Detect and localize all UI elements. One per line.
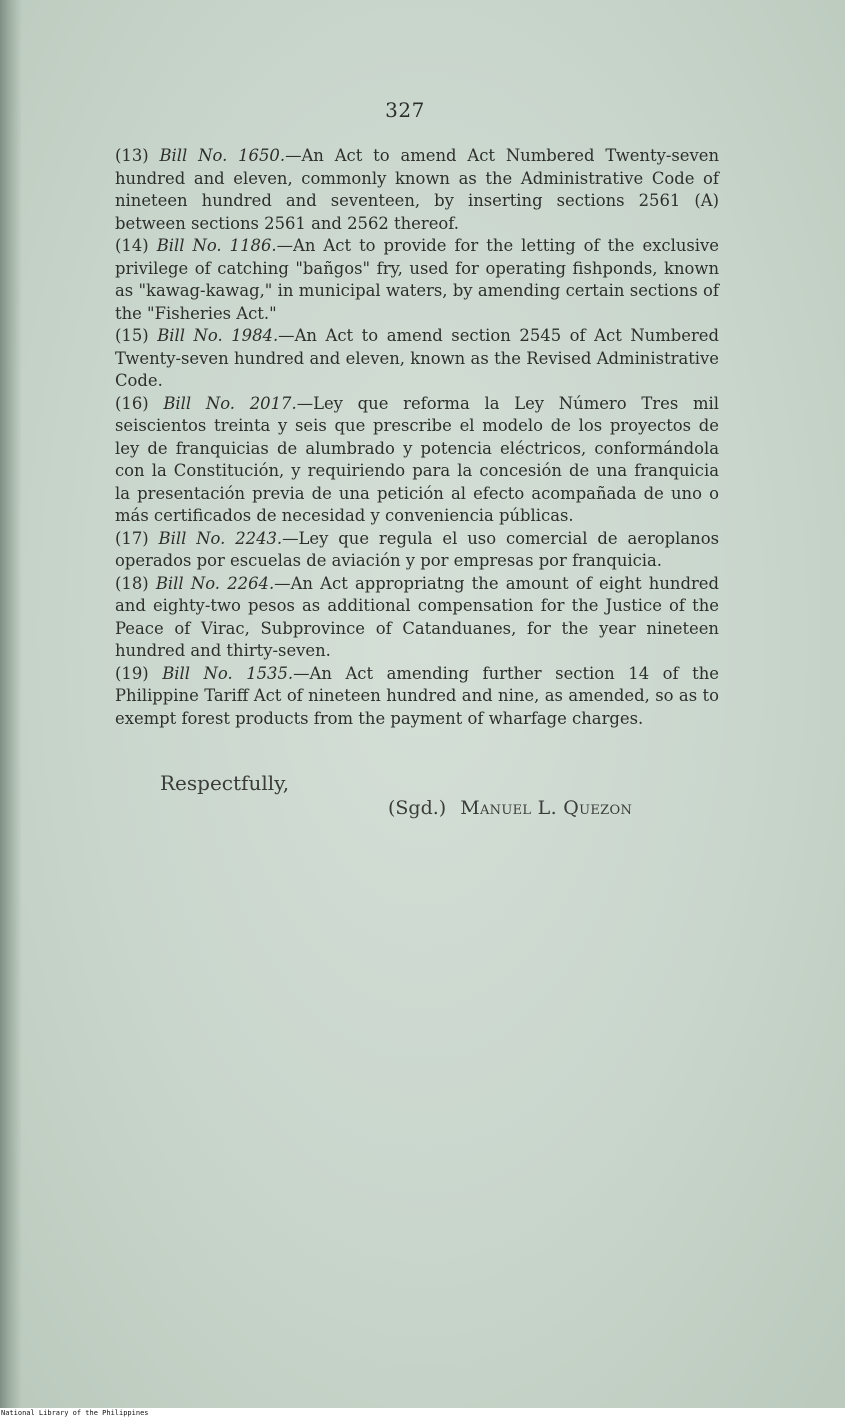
bill-item-15: [115, 325, 719, 393]
bill-item-13: [115, 145, 719, 235]
bill-title: Bill No. 1650.: [159, 146, 286, 165]
bill-description: —An Act amending further section 14 of the Philippine Tariff Act of nineteen hundred and nine, as amended, so as to exempt forest products from the payment of wharfage charges.: [115, 663, 719, 728]
bill-item-number: (19): [115, 663, 149, 683]
bill-title: Bill No. 1535.: [162, 663, 294, 683]
bill-description: —An Act to amend section 2545 of Act Numbered Twenty-seven hundred and eleven, known as the Revised Administrative Code.: [115, 326, 719, 390]
bill-item-number: (14): [115, 236, 149, 255]
bill-description: —An Act appropriatng the amount of eight hundred and eighty-two pesos as additional compensation for the Justice of the Peace of Virac, Subprovince of Catanduanes, for the year nineteen hundred and thirty-seven.: [115, 573, 719, 660]
bill-item-number: (15): [115, 326, 149, 345]
library-credit: National Library of the Philippines: [1, 1409, 149, 1417]
bill-title: Bill No. 2017.: [163, 393, 297, 413]
bill-description: —An Act to amend Act Numbered Twenty-seven hundred and eleven, commonly known as the Administrative Code of nineteen hundred and seventeen, by inserting sections 2561 (A) between sections 2561 and 2562 thereof.: [115, 146, 720, 233]
bill-item-16: [115, 393, 719, 528]
bill-title: Bill No. 2243.: [158, 528, 283, 548]
signature-prefix: (Sgd.): [388, 797, 447, 819]
bill-item-17: [115, 528, 719, 573]
page-number: 327: [385, 98, 425, 122]
bill-item-number: (13): [115, 146, 149, 165]
bill-description: —An Act to provide for the letting of the exclusive privilege of catching "bañgos" fry, used for operating fishponds, known as "kawag-kawag," in municipal waters, by amending certain sections of the "Fisheries Act.": [115, 236, 720, 323]
bill-description: —Ley que reforma la Ley Número Tres mil seiscientos treinta y seis que prescribe el modelo de los proyectos de ley de franquicias de alumbrado y potencia eléctricos, conformándola con la Constitución, y requiriendo para la concesión de una franquicia la presentación previa de una petición al efecto acompañada de uno o más certificados de necesidad y conveniencia públicas.: [115, 393, 719, 525]
bill-description: —Ley que regula el uso comercial de aeroplanos operados por escuelas de aviación y por empresas por franquicia.: [115, 528, 719, 570]
bill-item-number: (18): [115, 573, 149, 593]
signatory-name: Manuel L. Quezon: [460, 797, 633, 819]
page-spine-shadow: [0, 0, 22, 1408]
bill-item-19: [115, 663, 719, 731]
bill-title: Bill No. 1984.: [157, 326, 279, 345]
signature-block: [388, 797, 632, 819]
bill-item-14: [115, 235, 719, 325]
bill-title: Bill No. 2264.: [155, 573, 275, 593]
closing-salutation: Respectfully,: [160, 771, 290, 795]
bill-item-18: [115, 573, 719, 663]
bill-list: [115, 145, 719, 730]
bill-item-number: (17): [115, 528, 149, 548]
bill-item-number: (16): [115, 393, 149, 413]
bill-title: Bill No. 1186.: [156, 236, 277, 255]
